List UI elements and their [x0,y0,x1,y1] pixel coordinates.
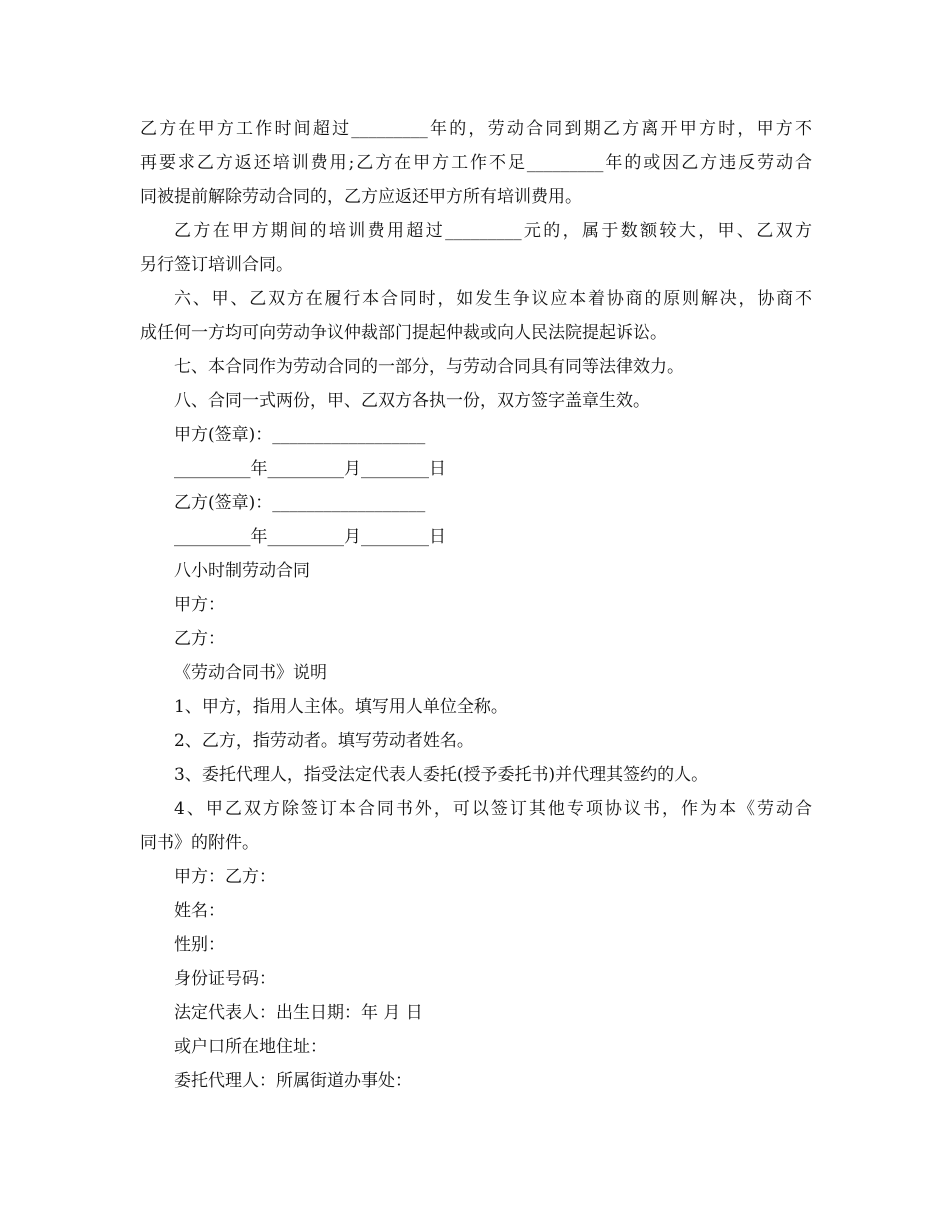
paragraph-line: 另行签订培训合同。 [140,255,293,275]
instruction-item: 4、甲乙双方除签订本合同书外，可以签订其他专项协议书，作为本《劳动合 [174,799,812,819]
form-field-agent: 委托代理人：所属街道办事处： [174,1071,412,1091]
contract-title: 八小时制劳动合同 [174,561,310,581]
paragraph-line: 乙方在甲方期间的培训费用超过_________元的，属于数额较大，甲、乙双方 [174,221,812,241]
party-a-label: 甲方： [174,595,225,615]
clause-six-line: 成任何一方均可向劳动争议仲裁部门提起仲裁或向人民法院提起诉讼。 [140,323,667,343]
clause-eight: 八、合同一式两份，甲、乙双方各执一份，双方签字盖章生效。 [174,391,650,411]
party-a-date-line: _________年_________月________日 [174,459,446,479]
party-b-date-line: _________年_________月________日 [174,527,446,547]
form-field-parties: 甲方：乙方： [174,867,276,887]
form-field-address: 或户口所在地住址： [174,1037,327,1057]
instruction-item: 3、委托代理人，指受法定代表人委托(授予委托书)并代理其签约的人。 [174,765,709,785]
document-page [140,112,812,1098]
clause-six-line: 六、甲、乙双方在履行本合同时，如发生争议应本着协商的原则解决，协商不 [174,289,812,309]
paragraph-line: 同被提前解除劳动合同的，乙方应返还甲方所有培训费用。 [140,187,582,207]
party-b-signature-line: 乙方(签章)：__________________ [174,493,426,513]
paragraph-line: 乙方在甲方工作时间超过_________年的，劳动合同到期乙方离开甲方时，甲方不 [140,119,812,139]
instructions-heading: 《劳动合同书》说明 [174,663,327,683]
instruction-item: 1、甲方，指用人主体。填写用人单位全称。 [174,697,508,717]
clause-seven: 七、本合同作为劳动合同的一部分，与劳动合同具有同等法律效力。 [174,357,684,377]
form-field-name: 姓名： [174,901,225,921]
party-b-label: 乙方： [174,629,225,649]
form-field-id-number: 身份证号码： [174,969,276,989]
instruction-item: 2、乙方，指劳动者。填写劳动者姓名。 [174,731,474,751]
party-a-signature-line: 甲方(签章)：__________________ [174,425,426,445]
instruction-item: 同书》的附件。 [140,833,259,853]
form-field-gender: 性别： [174,935,225,955]
paragraph-line: 再要求乙方返还培训费用;乙方在甲方工作不足_________年的或因乙方违反劳动合 [140,153,812,173]
form-field-legal-rep: 法定代表人：出生日期：年 月 日 [174,1003,423,1023]
